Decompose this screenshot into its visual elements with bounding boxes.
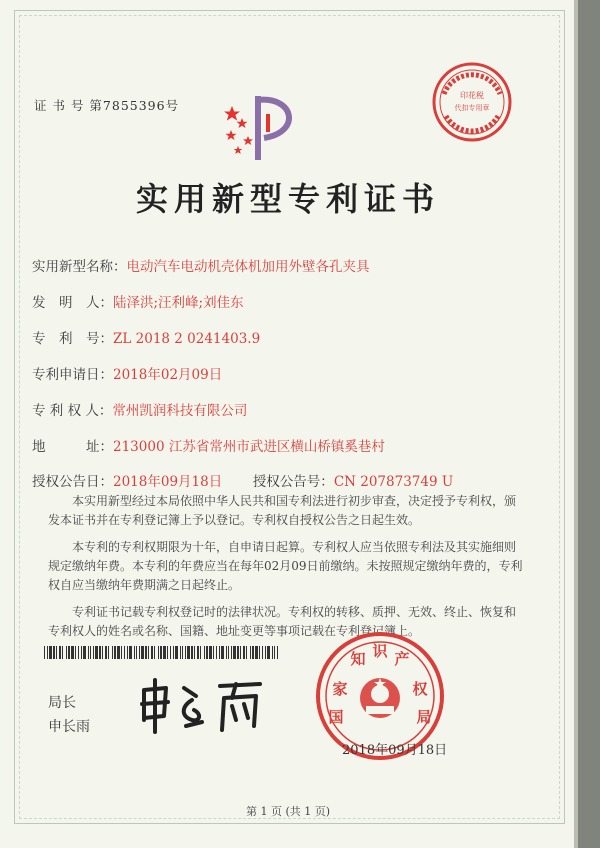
field-value: 电动汽车电动机壳体机加用外壁各孔夹具 <box>126 259 370 275</box>
director-title: 局长 <box>48 695 76 711</box>
barcode <box>44 646 280 659</box>
field-patent-number <box>32 327 260 347</box>
field-label: 专 利 权 人： <box>32 403 113 419</box>
certificate-body <box>48 492 524 649</box>
patent-office-logo <box>222 92 306 164</box>
field-inventors <box>32 291 244 311</box>
field-value: 常州凯润科技有限公司 <box>112 403 248 419</box>
field-value: 陆泽洪;汪利峰;刘佳东 <box>113 295 244 311</box>
grant-date-value: 2018年09月18日 <box>113 474 223 490</box>
svg-text:权: 权 <box>412 680 428 698</box>
field-value: 2018年02月09日 <box>113 367 223 383</box>
field-label: 专 利 号： <box>32 331 113 347</box>
body-paragraph: 本实用新型经过本局依照中华人民共和国专利法进行初步审查，决定授予专利权，颁发本证书并在专利登记簿上予以登记。专利权自授权公告之日起生效。 <box>48 494 517 527</box>
field-label: 发 明 人： <box>32 295 113 311</box>
svg-text:知: 知 <box>350 650 366 668</box>
field-utility-name <box>32 255 370 275</box>
svg-text:识: 识 <box>372 642 388 660</box>
grant-number-value: CN 207873749 U <box>333 474 454 490</box>
director-name: 申长雨 <box>48 719 90 735</box>
field-grant <box>32 470 453 490</box>
body-paragraph: 专利证书记载专利权登记时的法律状况。专利权的转移、质押、无效、终止、恢复和专利权人的姓名或名称、国籍、地址变更等事项记载在专利登记簿上。 <box>48 605 517 638</box>
svg-text:印花税: 印花税 <box>460 91 484 100</box>
grant-number-label: 授权公告号： <box>252 474 334 490</box>
page-number: 第 1 页 (共 1 页) <box>245 805 331 818</box>
field-label: 实用新型名称： <box>32 259 127 275</box>
svg-text:家: 家 <box>332 680 348 698</box>
svg-text:局: 局 <box>416 708 432 726</box>
page-edge <box>578 0 600 848</box>
svg-text:国: 国 <box>328 708 344 726</box>
field-label: 专利申请日： <box>32 367 113 383</box>
svg-text:代扣专用章: 代扣专用章 <box>454 104 490 112</box>
grant-date-label: 授权公告日： <box>32 474 113 490</box>
director-signature <box>136 676 276 736</box>
field-value: ZL 2018 2 0241403.9 <box>113 331 261 347</box>
body-paragraph: 本专利的专利权期限为十年，自申请日起算。专利权人应当依照专利法及其实施细则规定缴纳年费。本专利的年费应当在每年02月09日前缴纳。未按照规定缴纳年费的，专利权自应当缴纳年费期满之日起终止。 <box>48 540 523 592</box>
agency-stamp <box>430 60 514 144</box>
field-address <box>32 435 385 455</box>
field-patentee <box>32 399 247 419</box>
certificate-title: 实用新型专利证书 <box>135 180 440 218</box>
stamp-date: 2018年09月18日 <box>342 743 448 758</box>
svg-text:产: 产 <box>394 650 410 668</box>
certificate-number: 证 书 号 第7855396号 <box>34 98 180 113</box>
field-label: 地 址： <box>32 439 113 455</box>
field-value: 213000 江苏省常州市武进区横山桥镇奚巷村 <box>113 439 385 455</box>
field-application-date <box>32 363 222 383</box>
